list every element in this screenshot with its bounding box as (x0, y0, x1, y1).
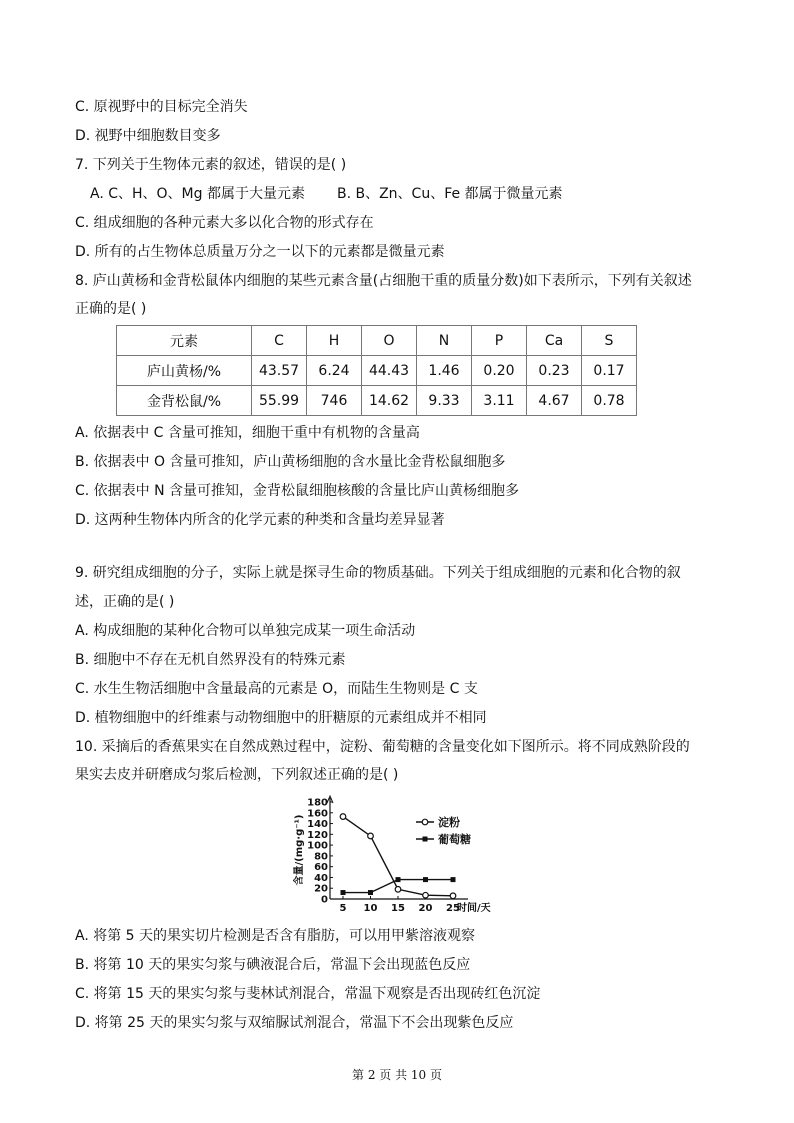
y-tick-label: 80 (314, 851, 328, 863)
table-cell: 庐山黄杨/% (117, 356, 252, 386)
table-cell: 43.57 (252, 356, 307, 386)
q8-stem-line1: 8. 庐山黄杨和金背松鼠体内细胞的某些元素含量(占细胞干重的质量分数)如下表所示，下列有关叙述 (75, 273, 692, 289)
y-tick-label: 0 (321, 894, 328, 906)
q8-option-d: D. 这两种生物体内所含的化学元素的种类和含量均差异显著 (75, 512, 445, 528)
q7-option-d: D. 所有的占生物体总质量万分之一以下的元素都是微量元素 (75, 244, 445, 260)
y-tick-label: 100 (307, 840, 328, 852)
x-tick-label: 15 (391, 903, 405, 914)
q8-option-c: C. 依据表中 N 含量可推知，金背松鼠细胞核酸的含量比庐山黄杨细胞多 (75, 483, 520, 499)
data-point-1 (395, 887, 401, 893)
q10-option-b: B. 将第 10 天的果实匀浆与碘液混合后，常温下会出现蓝色反应 (75, 957, 471, 973)
series-line-1 (343, 817, 453, 896)
x-tick-label: 10 (363, 903, 378, 914)
q10-option-c: C. 将第 15 天的果实匀浆与斐林试剂混合，常温下观察是否出现砖红色沉淀 (75, 986, 541, 1002)
q8-option-b: B. 依据表中 O 含量可推知，庐山黄杨细胞的含水量比金背松鼠细胞多 (75, 454, 506, 470)
table-cell: 0.20 (472, 356, 527, 386)
table-cell: 44.43 (362, 356, 417, 386)
q7-option-b: B. B、Zn、Cu、Fe 都属于微量元素 (336, 186, 563, 202)
q6-option-c: C. 原视野中的目标完全消失 (75, 99, 248, 115)
table-cell: 0.17 (582, 356, 637, 386)
y-axis-title: 含量/(mg·g⁻¹) (294, 814, 305, 886)
table-cell: 746 (307, 386, 362, 416)
q10-stem-line2: 果实去皮并研磨成匀浆后检测，下列叙述正确的是( ) (75, 767, 399, 783)
q8-stem-line2: 正确的是( ) (75, 301, 147, 317)
table-header-cell: Ca (527, 326, 582, 356)
data-point-2 (341, 890, 346, 895)
table-header-cell: O (362, 326, 417, 356)
q10-option-d: D. 将第 25 天的果实匀浆与双缩脲试剂混合，常温下不会出现紫色反应 (75, 1015, 514, 1031)
element-content-table (116, 325, 637, 416)
q9-option-c: C. 水生生物活细胞中含量最高的元素是 O，而陆生生物则是 C 支 (75, 681, 478, 697)
x-tick-label: 25 (446, 903, 460, 914)
x-tick-label: 5 (339, 903, 347, 914)
x-tick-label: 20 (418, 903, 433, 914)
data-point-1 (368, 833, 374, 839)
chart-legend (416, 815, 471, 846)
table-cell: 4.67 (527, 386, 582, 416)
data-point-1 (423, 892, 429, 898)
y-tick-label: 140 (307, 819, 328, 831)
table-header-cell: N (417, 326, 472, 356)
table-header-cell: H (307, 326, 362, 356)
legend-label-1: 淀粉 (438, 816, 460, 829)
x-axis-title: 时间/天 (457, 903, 491, 914)
y-tick-label: 20 (314, 883, 328, 895)
chart-axes (292, 796, 491, 914)
data-point-2 (368, 890, 373, 895)
y-tick-label: 120 (307, 829, 328, 841)
q7-stem: 7. 下列关于生物体元素的叙述，错误的是( ) (75, 157, 347, 173)
table-row (117, 386, 637, 416)
data-point-2 (451, 877, 456, 882)
q9-stem-line1: 9. 研究组成细胞的分子，实际上就是探寻生命的物质基础。下列关于组成细胞的元素和化合物的叙 (75, 565, 681, 581)
y-tick-label: 160 (307, 808, 328, 820)
table-cell: 金背松鼠/% (117, 386, 252, 416)
table-cell: 6.24 (307, 356, 362, 386)
table-header-cell: S (582, 326, 637, 356)
q7-options-ab (90, 184, 563, 204)
table-row (117, 356, 637, 386)
y-tick-label: 180 (307, 797, 328, 809)
data-point-2 (423, 877, 428, 882)
data-point-1 (340, 814, 346, 820)
table-cell: 0.78 (582, 386, 637, 416)
y-tick-label: 60 (314, 862, 328, 874)
table-header-cell: C (252, 326, 307, 356)
table-cell: 14.62 (362, 386, 417, 416)
table-header-cell: P (472, 326, 527, 356)
chart-svg (290, 792, 510, 917)
table-cell: 55.99 (252, 386, 307, 416)
q9-stem-line2: 述，正确的是( ) (75, 594, 175, 610)
table-header-row (117, 326, 637, 356)
q10-stem-line1: 10. 采摘后的香蕉果实在自然成熟过程中，淀粉、葡萄糖的含量变化如下图所示。将不同成熟阶段的 (75, 739, 690, 755)
q8-option-a: A. 依据表中 C 含量可推知，细胞干重中有机物的含量高 (75, 425, 420, 441)
q9-option-a: A. 构成细胞的某种化合物可以单独完成某一项生命活动 (75, 623, 416, 639)
q6-option-d: D. 视野中细胞数目变多 (75, 128, 221, 144)
legend-label-2: 葡萄糖 (438, 833, 471, 846)
q9-option-b: B. 细胞中不存在无机自然界没有的特殊元素 (75, 652, 346, 668)
q7-option-c: C. 组成细胞的各种元素大多以化合物的形式存在 (75, 215, 374, 231)
table-cell: 1.46 (417, 356, 472, 386)
table-header-cell: 元素 (117, 326, 252, 356)
legend-marker-1 (422, 819, 428, 825)
q9-option-d: D. 植物细胞中的纤维素与动物细胞中的肝糖原的元素组成并不相同 (75, 710, 487, 726)
table-cell: 9.33 (417, 386, 472, 416)
data-point-2 (396, 877, 401, 882)
legend-marker-2 (423, 837, 428, 842)
q10-option-a: A. 将第 5 天的果实切片检测是否含有脂肪，可以用甲紫溶液观察 (75, 928, 476, 944)
table-cell: 3.11 (472, 386, 527, 416)
table-cell: 0.23 (527, 356, 582, 386)
page-footer: 第 2 页 共 10 页 (352, 1068, 442, 1082)
q7-option-a: A. C、H、O、Mg 都属于大量元素 (90, 186, 305, 202)
y-tick-label: 40 (314, 872, 328, 884)
starch-glucose-chart (290, 792, 510, 917)
data-point-1 (450, 893, 456, 899)
